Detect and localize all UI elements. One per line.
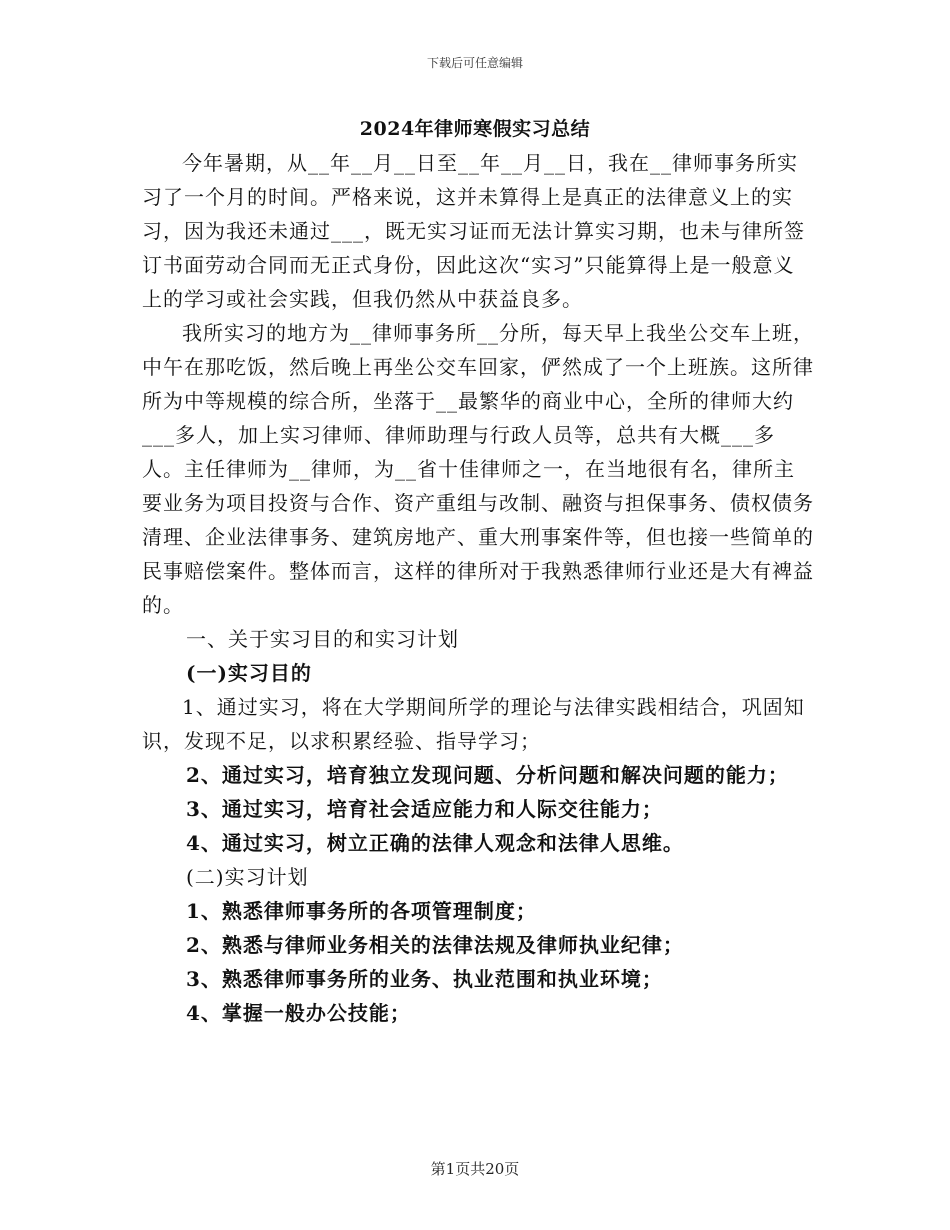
plan-item-3: 3、熟悉律师事务所的业务、执业范围和执业环境； [186,967,663,991]
plan-item-1: 1、熟悉律师事务所的各项管理制度； [186,899,537,923]
plan-item-2: 2、熟悉与律师业务相关的法律法规及律师执业纪律； [186,933,684,957]
purpose-item-4: 4、通过实习，树立正确的法律人观念和法律人思维。 [186,831,684,855]
subsection-heading-purpose: (一)实习目的 [186,661,312,685]
plan-item-4: 4、掌握一般办公技能； [186,1001,411,1025]
document-body [142,146,814,1030]
paragraph-intro: 今年暑期，从__年__月__日至__年__月__日，我在__律师事务所实习了一个月的时间。严格来说，这并未算得上是真正的法律意义上的实习，因为我还未通过___，既无实习证而无法计算实习期，也未与律所签订书面劳动合同而无正式身份，因此这次“实习”只能算得上是一般意义上的学习或社会实践，但我仍然从中获益良多。 [142,151,805,311]
paragraph-firm-description: 我所实习的地方为__律师事务所__分所，每天早上我坐公交车上班，中午在那吃饭，然后晚上再坐公交车回家，俨然成了一个上班族。这所律所为中等规模的综合所，坐落于__最繁华的商业中心，全所的律师大约___多人，加上实习律师、律师助理与行政人员等，总共有大概___多人。主任律师为__律师，为__省十佳律师之一，在当地很有名，律所主要业务为项目投资与合作、资产重组与改制、融资与担保事务、债权债务清理、企业法律事务、建筑房地产、重大刑事案件等，但也接一些简单的民事赔偿案件。整体而言，这样的律所对于我熟悉律师行业还是大有裨益的。 [142,321,814,617]
purpose-item-2: 2、通过实习，培育独立发现问题、分析问题和解决问题的能力； [186,763,789,787]
purpose-item-3: 3、通过实习，培育社会适应能力和人际交往能力； [186,797,663,821]
page-footer: 第1页共20页 [430,1160,520,1178]
purpose-item-1: 1、通过实习，将在大学期间所学的理论与法律实践相结合，巩固知识，发现不足，以求积累经验、指导学习； [142,695,805,753]
subsection-heading-plan: (二)实习计划 [186,865,309,889]
document-title: 2024年律师寒假实习总结 [359,118,591,140]
section-heading-purpose-and-plan: 一、关于实习目的和实习计划 [186,627,459,651]
header-note: 下载后可任意编辑 [426,56,523,70]
